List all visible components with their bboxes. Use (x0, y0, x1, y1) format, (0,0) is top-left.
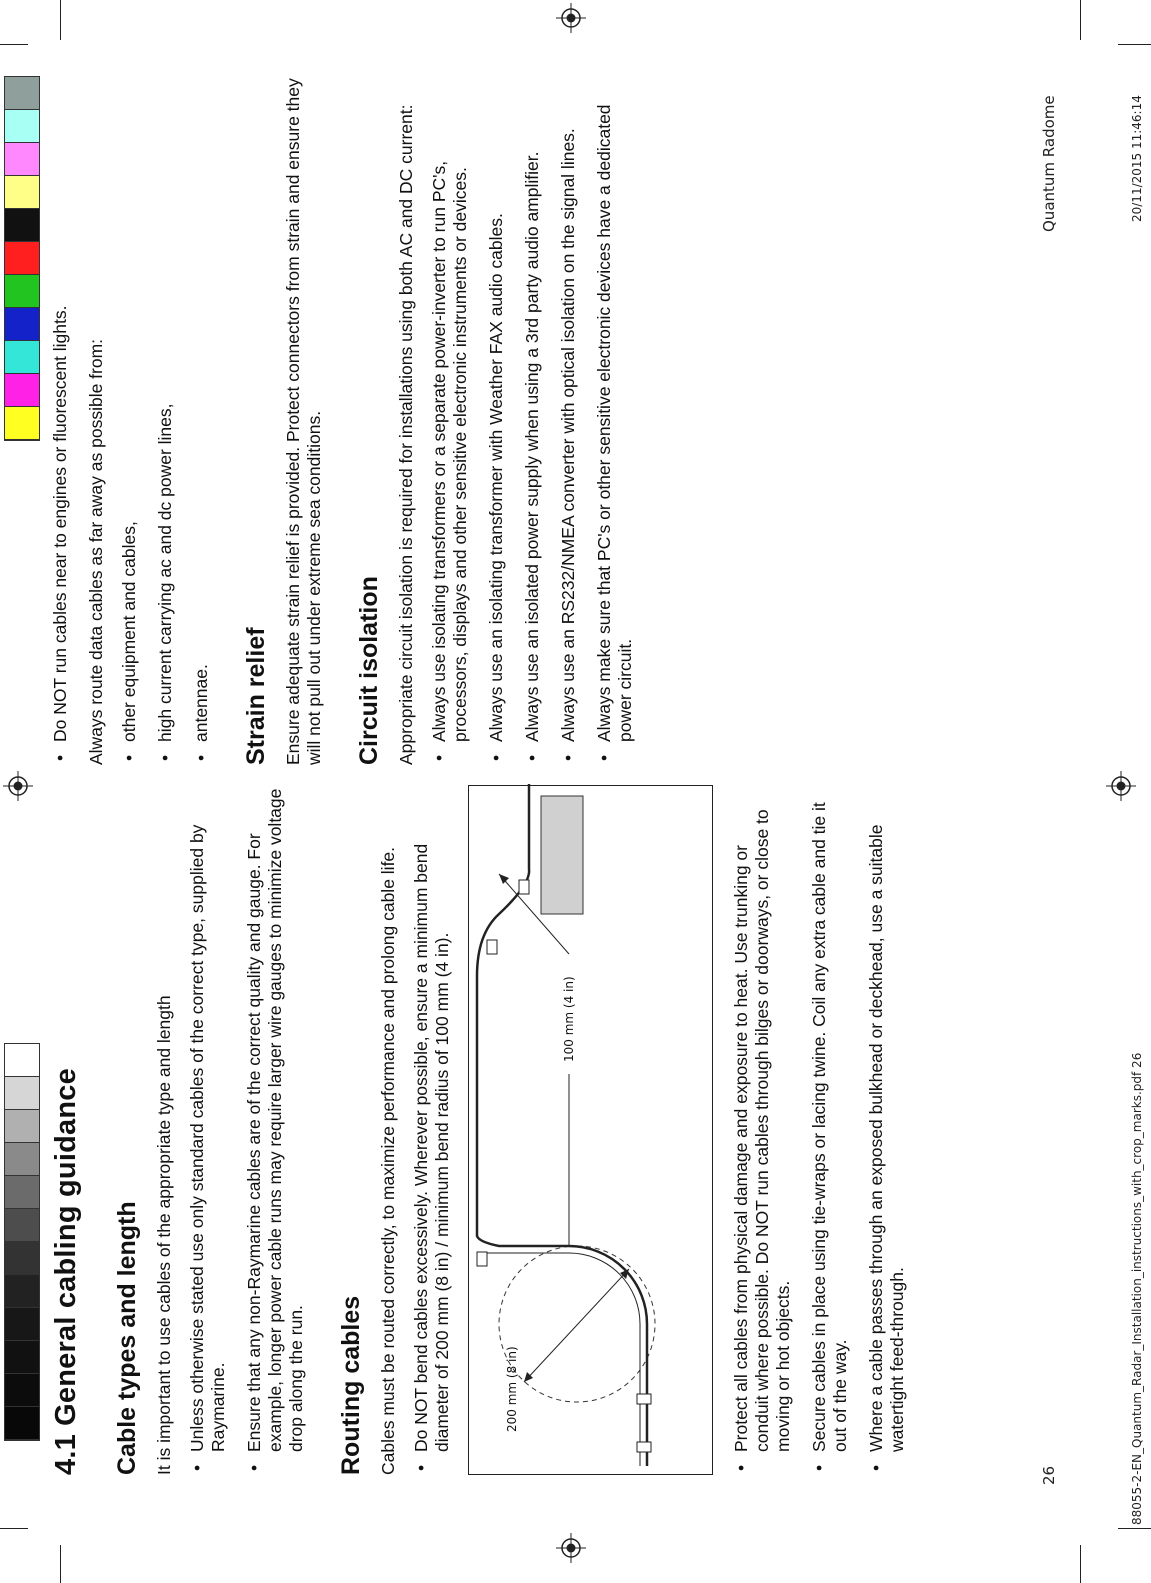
color-swatch (5, 209, 39, 242)
registration-mark-icon (556, 1533, 586, 1563)
print-filename: 88055-2-EN_Quantum_Radar_Installation_instructions_with_crop_marks.pdf 26 (1130, 1052, 1144, 1525)
document-page (50, 75, 1050, 1475)
section-heading-circuit-isolation: Circuit isolation (355, 576, 383, 765)
radius-label: 100 mm (4 in) (562, 976, 576, 1062)
color-swatch (5, 176, 39, 209)
color-swatch (5, 275, 39, 308)
color-swatch (5, 1407, 39, 1440)
color-swatch (5, 374, 39, 407)
list-item: • other equipment and cables, (119, 75, 140, 765)
crop-mark (1118, 44, 1151, 45)
color-swatch (5, 77, 39, 110)
registration-mark-icon (556, 3, 586, 33)
print-timestamp: 20/11/2015 11:46:14 (1130, 95, 1144, 222)
color-swatch (5, 1077, 39, 1110)
crop-mark (1080, 0, 1081, 40)
crop-mark (1118, 1528, 1151, 1529)
color-swatch (5, 1209, 39, 1242)
paragraph: It is important to use cables of the appropriate type and length (154, 995, 174, 1475)
paragraph: Always route data cables as far away as possible from: (86, 338, 106, 765)
color-swatch (5, 407, 39, 440)
crop-mark (60, 0, 61, 40)
color-swatch (5, 1110, 39, 1143)
list-item: • Unless otherwise stated use only standard cables of the correct type, supplied by Raymarine. (187, 785, 229, 1475)
color-swatch (5, 1308, 39, 1341)
list-item: • Where a cable passes through an exposed bulkhead or deckhead, use a suitable watertight feed-through. (866, 785, 908, 1475)
bullet-list (429, 75, 636, 765)
bullet-list (187, 785, 307, 1475)
list-item: • high current carrying ac and dc power lines, (155, 75, 176, 765)
crop-mark (60, 1545, 61, 1583)
bullet-list (411, 785, 453, 1475)
registration-mark-icon (1106, 771, 1136, 801)
list-item: • Secure cables in place using tie-wraps or lacing twine. Coil any extra cable and tie it out of the way. (809, 785, 851, 1475)
page-number: 26 (1040, 1465, 1058, 1485)
list-item: • Always make sure that PC's or other sensitive electronic devices have a dedicated power circuit. (594, 75, 636, 765)
bullet-list (50, 75, 71, 765)
list-item: • Always use an RS232/NMEA converter with optical isolation on the signal lines. (558, 75, 579, 765)
color-swatch (5, 1176, 39, 1209)
page-title: 4.1 General cabling guidance (50, 1068, 82, 1475)
list-item: • Always use an isolated power supply when using a 3rd party audio amplifier. (522, 75, 543, 765)
section-heading-cable-types: Cable types and length (113, 1201, 141, 1475)
list-item: • Do NOT run cables near to engines or fluorescent lights. (50, 75, 71, 765)
color-swatch (5, 1044, 39, 1077)
grayscale-calibration-bar (4, 1043, 40, 1441)
left-column (50, 785, 923, 1475)
color-swatch (5, 341, 39, 374)
section-heading-routing-cables: Routing cables (337, 1295, 365, 1475)
bullet-list (731, 785, 908, 1475)
crop-mark (1080, 1545, 1081, 1583)
color-swatch (5, 1275, 39, 1308)
color-swatch (5, 110, 39, 143)
list-item: • antennae. (191, 75, 212, 765)
diameter-label: 200 mm (8 in) (505, 1346, 519, 1432)
bullet-list (119, 75, 212, 765)
crop-mark (0, 1528, 28, 1529)
product-name: Quantum Radome (1040, 95, 1058, 232)
color-swatch (5, 308, 39, 341)
paragraph: Cables must be routed correctly, to maximize performance and prolong cable life. (378, 846, 398, 1475)
paragraph: Appropriate circuit isolation is required for installations using both AC and DC current: (396, 104, 416, 765)
list-item: • Ensure that any non-Raymarine cables are of the correct quality and gauge. For example, longer power cable runs may require larger wire gauges to minimize voltage drop along the run. (244, 785, 307, 1475)
color-calibration-bar-top (4, 76, 40, 441)
list-item: • Protect all cables from physical damage and exposure to heat. Use trunking or conduit where possible. Do NOT run cables through bilges or doorways, or close to moving or hot objects. (731, 785, 794, 1475)
color-swatch (5, 1143, 39, 1176)
cable-bend-diagram (468, 785, 713, 1475)
right-column (50, 75, 651, 765)
registration-mark-icon (3, 771, 33, 801)
color-swatch (5, 1341, 39, 1374)
section-heading-strain-relief: Strain relief (242, 627, 270, 765)
list-item: • Always use an isolating transformer with Weather FAX audio cables. (486, 75, 507, 765)
color-swatch (5, 143, 39, 176)
color-swatch (5, 1242, 39, 1275)
paragraph: Ensure adequate strain relief is provided. Protect connectors from strain and ensure they will not pull out under extreme sea conditions. (283, 78, 324, 765)
list-item: • Do NOT bend cables excessively. Wherever possible, ensure a minimum bend diameter of 200 mm (8 in) / minimum bend radius of 100 mm (4 in). (411, 785, 453, 1475)
crop-mark (0, 44, 28, 45)
list-item: • Always use isolating transformers or a separate power-inverter to run PC's, processors, displays and other sensitive electronic instruments or devices. (429, 75, 471, 765)
color-swatch (5, 1374, 39, 1407)
color-swatch (5, 242, 39, 275)
